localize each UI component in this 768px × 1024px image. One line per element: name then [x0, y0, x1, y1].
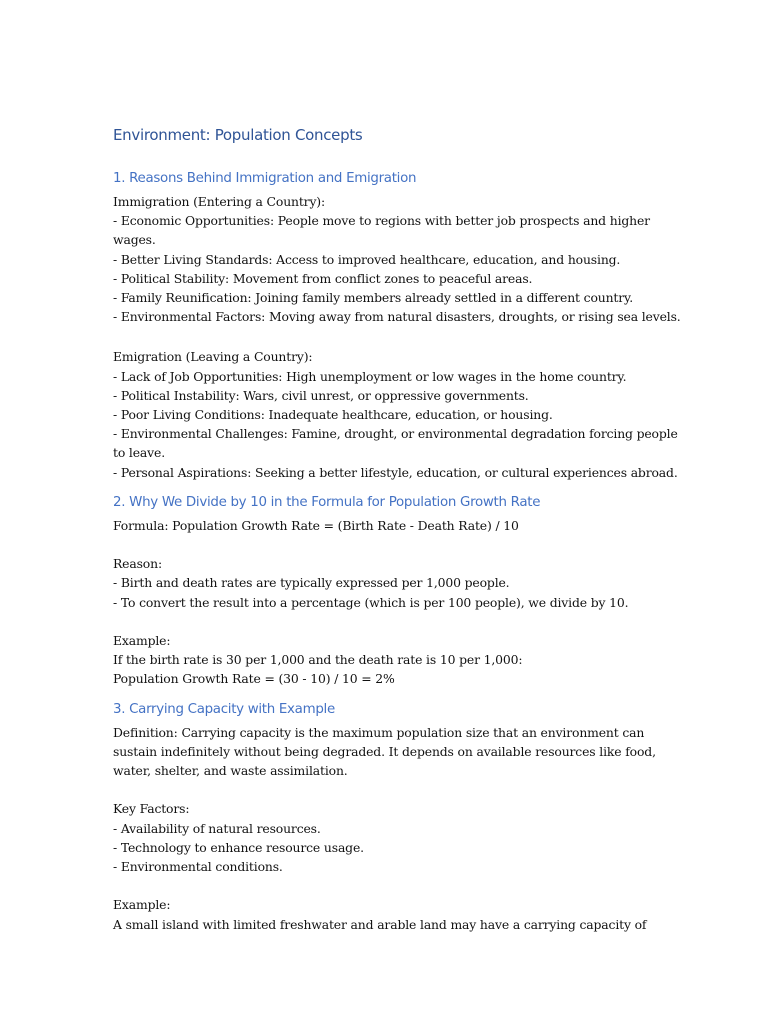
- document-page: [113, 121, 681, 942]
- blank-line: [113, 876, 673, 895]
- text-line: - Family Reunification: Joining family members already settled in a different country.: [113, 290, 634, 306]
- text-line: A small island with limited freshwater and arable land may have a carrying capacity of: [113, 916, 647, 932]
- blank-line: [113, 612, 673, 631]
- growth-rate-body: [113, 516, 673, 689]
- text-line: sustain indefinitely without being degraded. It depends on available resources like food,: [113, 743, 656, 759]
- blank-line: [113, 780, 673, 799]
- text-line: - To convert the result into a percentage (which is per 100 people), we divide by 10.: [113, 594, 629, 610]
- paragraph-spacer: [113, 334, 673, 347]
- text-line: - Environmental Factors: Moving away from natural disasters, droughts, or rising sea levels.: [113, 309, 681, 325]
- text-line: - Better Living Standards: Access to improved healthcare, education, and housing.: [113, 251, 621, 267]
- text-line: - Birth and death rates are typically expressed per 1,000 people.: [113, 575, 510, 591]
- section-heading-growth-rate: 2. Why We Divide by 10 in the Formula for Population Growth Rate: [113, 494, 541, 510]
- text-line: If the birth rate is 30 per 1,000 and the death rate is 10 per 1,000:: [113, 652, 523, 668]
- text-line: Population Growth Rate = (30 - 10) / 10 = 2%: [113, 671, 395, 687]
- text-line: - Environmental Challenges: Famine, drought, or environmental degradation forcing people: [113, 426, 678, 442]
- text-line: Example:: [113, 897, 171, 913]
- emigration-paragraph: [113, 347, 678, 481]
- text-line: to leave.: [113, 445, 165, 461]
- text-line: water, shelter, and waste assimilation.: [113, 763, 348, 779]
- text-line: - Environmental conditions.: [113, 859, 283, 875]
- carrying-capacity-body: [113, 723, 673, 934]
- text-line: Example:: [113, 633, 171, 649]
- formula-line: Formula: Population Growth Rate = (Birth Rate - Death Rate) / 10: [113, 517, 519, 533]
- text-line: - Political Instability: Wars, civil unrest, or oppressive governments.: [113, 387, 529, 403]
- text-line: Definition: Carrying capacity is the maximum population size that an environment can: [113, 724, 645, 740]
- section-heading-immigration: 1. Reasons Behind Immigration and Emigration: [113, 171, 417, 186]
- text-line: wages.: [113, 232, 156, 248]
- text-line: - Availability of natural resources.: [113, 820, 321, 836]
- text-line: Key Factors:: [113, 801, 190, 817]
- text-line: Immigration (Entering a Country):: [113, 194, 326, 209]
- text-line: - Personal Aspirations: Seeking a better lifestyle, education, or cultural experiences abroad.: [113, 464, 678, 480]
- text-line: Emigration (Leaving a Country):: [113, 349, 313, 365]
- document-title: Environment: Population Concepts: [113, 126, 363, 144]
- immigration-paragraph: [113, 192, 681, 326]
- text-line: - Lack of Job Opportunities: High unemployment or low wages in the home country.: [113, 368, 627, 384]
- section-heading-carrying-capacity: 3. Carrying Capacity with Example: [113, 701, 335, 717]
- text-line: - Political Stability: Movement from conflict zones to peaceful areas.: [113, 270, 533, 286]
- text-line: - Technology to enhance resource usage.: [113, 839, 364, 855]
- blank-line: [113, 535, 673, 554]
- text-line: - Economic Opportunities: People move to regions with better job prospects and higher: [113, 213, 650, 229]
- text-line: - Poor Living Conditions: Inadequate healthcare, education, or housing.: [113, 407, 553, 423]
- text-line: Reason:: [113, 556, 162, 572]
